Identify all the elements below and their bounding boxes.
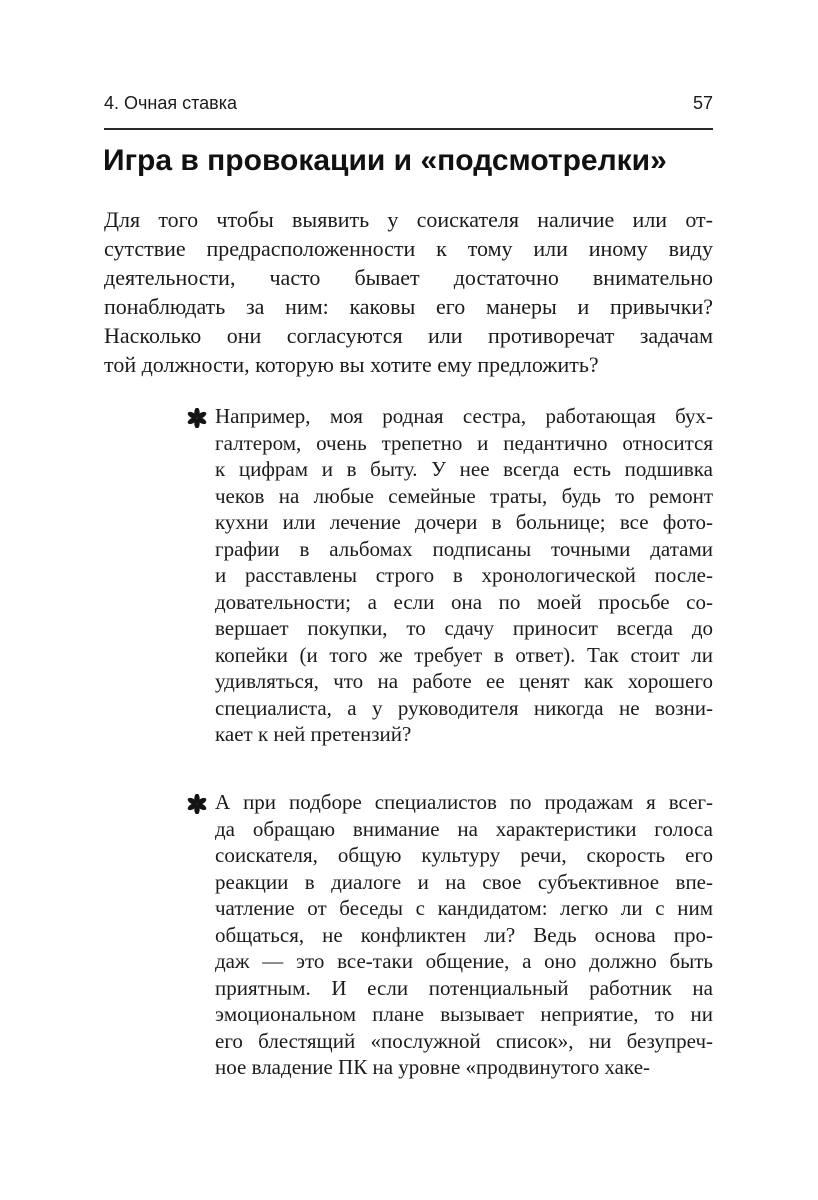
text-line: ное владение ПК на уровне «продвинутого хаке- bbox=[215, 1055, 651, 1079]
teardrop-asterisk-icon bbox=[187, 408, 207, 428]
text-line: реакции в диалоге и на свое субъективное впе- bbox=[215, 869, 713, 894]
intro-paragraph bbox=[104, 205, 713, 379]
text-line: специалиста, а у руководителя никогда не возни- bbox=[215, 695, 713, 720]
bullet-text-1 bbox=[215, 403, 713, 748]
text-line: удивляться, что на работе ее ценят как хорошего bbox=[215, 669, 713, 693]
text-line: и расставлены строго в хронологической после- bbox=[215, 563, 713, 587]
text-line: кает к ней претензий? bbox=[215, 722, 412, 746]
text-line: эмоциональном плане вызывает неприятие, то ни bbox=[215, 1002, 713, 1026]
text-line: чатление от беседы с кандидатом: легко ли с ним bbox=[215, 896, 713, 920]
header-rule bbox=[104, 128, 713, 130]
text-line: копейки (и того же требует в ответ). Так стоит ли bbox=[215, 642, 713, 667]
bullet-item-2 bbox=[104, 789, 713, 1081]
text-line: Насколько они согласуются или противоречат задачам bbox=[104, 323, 713, 348]
bullet-item-1 bbox=[104, 403, 713, 748]
running-head bbox=[104, 93, 713, 113]
text-line: вершает покупки, то сдачу приносит всегда до bbox=[215, 616, 713, 640]
page-number: 57 bbox=[692, 93, 713, 113]
text-line: деятельности, часто бывает достаточно внимательно bbox=[104, 265, 713, 290]
text-line: общаться, не конфликтен ли? Ведь основа про- bbox=[215, 922, 713, 947]
text-line: чеков на любые семейные траты, будь то ремонт bbox=[215, 483, 713, 508]
text-line: графии в альбомах подписаны точными датами bbox=[215, 536, 713, 561]
text-line: довательности; а если она по моей просьбе со- bbox=[215, 589, 713, 614]
text-line: той должности, которую вы хотите ему предложить? bbox=[104, 352, 599, 377]
text-line: А при подборе специалистов по продажам я всег- bbox=[215, 790, 713, 814]
text-line: сутствие предрасположенности к тому или иному виду bbox=[104, 236, 713, 261]
text-line: кухни или лечение дочери в больнице; все фото- bbox=[215, 510, 713, 534]
section-title: Игра в провокации и «подсмотрелки» bbox=[103, 144, 667, 177]
text-line: Например, моя родная сестра, работающая бух- bbox=[215, 404, 713, 428]
bullet-text-2 bbox=[215, 789, 713, 1081]
text-line: его блестящий «послужной список», ни безупреч- bbox=[215, 1028, 713, 1053]
running-head-chapter: 4. Очная ставка bbox=[104, 93, 237, 113]
text-line: Для того чтобы выявить у соискателя наличие или от- bbox=[104, 207, 713, 232]
text-line: да обращаю внимание на характеристики голоса bbox=[215, 816, 713, 841]
text-line: понаблюдать за ним: каковы его манеры и привычки? bbox=[104, 294, 713, 319]
text-line: галтером, очень трепетно и педантично относится bbox=[215, 430, 713, 455]
text-line: соискателя, общую культуру речи, скорость его bbox=[215, 843, 713, 867]
text-line: к цифрам и в быту. У нее всегда есть подшивка bbox=[215, 457, 713, 481]
text-line: приятным. И если потенциальный работник на bbox=[215, 975, 713, 1000]
teardrop-asterisk-icon bbox=[187, 794, 207, 814]
text-line: даж — это все-таки общение, а оно должно быть bbox=[215, 949, 713, 973]
